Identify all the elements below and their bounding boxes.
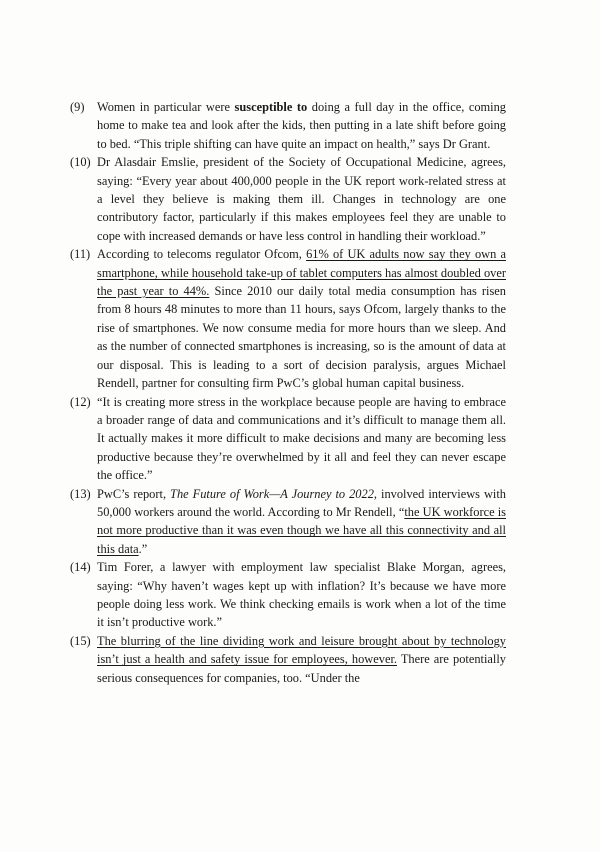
underlined-text: The blurring of the line dividing work and leisure brought about by technology isn’t just a health and safety issue for employees, however. [97,633,506,667]
underlined-text: 61% of UK adults now say they own a smartphone, while household take-up of tablet computers has almost doubled over the past year to 44%. [97,247,506,299]
paragraph [70,632,506,687]
paragraph-text: Tim Forer, a lawyer with employment law specialist Blake Morgan, agrees, saying: “Why haven’t wages kept up with inflation? It’s because we have more people doing less work. We think checking emails is work when a lot of the time it isn’t productive work.” [97,560,506,630]
paragraph [70,245,506,392]
paragraph-number: (11) [70,247,91,262]
paragraph [70,153,506,245]
paragraph-text: “It is creating more stress in the workplace because people are having to embrace a broader range of data and communications and it’s difficult to manage them all. It actually makes it more difficult to make decisions and many are becoming less productive because they’re overwhelmed by it all and feel they can never escape the office.” [97,394,506,483]
paragraph [70,98,506,153]
paragraph-text: According to telecoms regulator Ofcom, [97,247,307,262]
paragraph-number: (9) [70,100,85,114]
paragraph-text: Dr Alasdair Emslie, president of the Society of Occupational Medicine, agrees, saying: “Every year about 400,000 people in the UK report work-related stress at a level they believe is making them ill. Changes in technology are one contributory factor, particularly if this makes employees feel they are unable to cope with increased demands or have less control in handling their workload.” [97,155,506,243]
article-body [70,98,506,687]
paragraph-text: PwC’s report, [97,486,171,501]
paragraph [70,393,506,485]
report-title: The Future of Work—A Journey to 2022 [170,486,374,501]
paragraph-number: (15) [70,633,91,648]
paragraph-number: (12) [70,394,91,409]
underlined-text: the UK workforce is not more productive than it was even though we have all this connectivity and all this data [97,504,506,556]
paragraph-text: Women in particular were [97,100,235,114]
paragraph-text: doing a full day in the office, coming home to make tea and look after the kids, then putting in a late shift before going to bed. “This triple shifting can have quite an impact on health,” says Dr Grant. [97,100,507,151]
paragraph-text: There are potentially serious consequences for companies, too. “Under the [97,652,506,685]
paragraph [70,558,506,632]
paragraph-number: (14) [70,560,91,575]
bold-term: susceptible to [234,100,308,114]
paragraph-number: (10) [70,155,91,170]
paragraph-text: .” [138,541,148,556]
paragraph [70,485,506,559]
paragraph-text: Since 2010 our daily total media consumption has risen from 8 hours 48 minutes to more than 11 hours, says Ofcom, largely thanks to the rise of smartphones. We now consume media for more hours than we sleep. And as the number of connected smartphones is increasing, so is the amount of data at our disposal. This is leading to a sort of decision paralysis, argues Michael Rendell, partner for consulting firm PwC’s global human capital business. [97,284,506,391]
paragraph-text: , involved interviews with 50,000 workers around the world. According to Mr Rendell, “ [97,486,506,519]
paragraph-number: (13) [70,486,91,501]
